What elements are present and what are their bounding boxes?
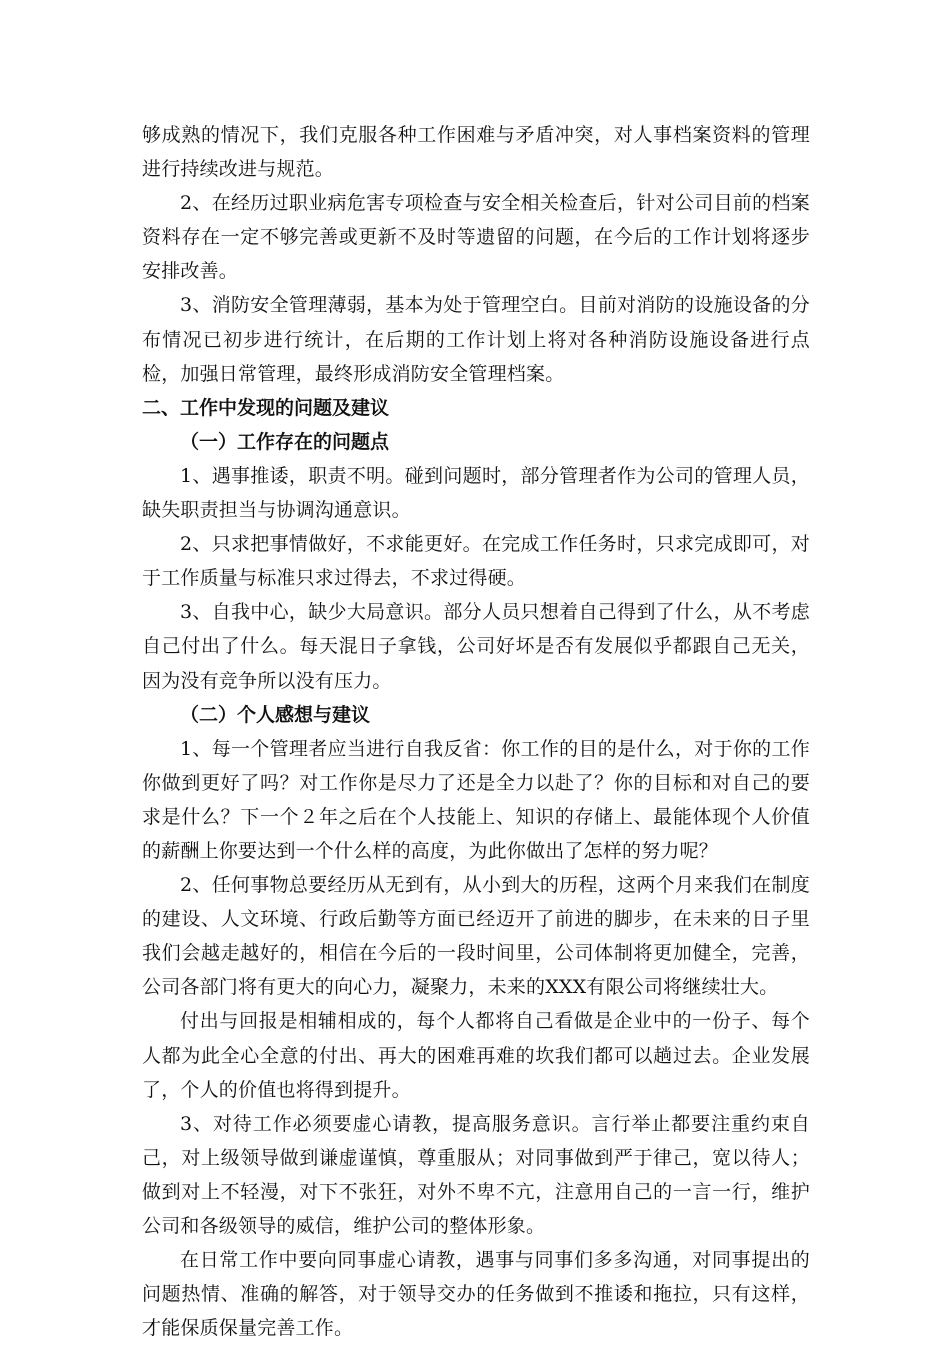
subsection-heading-problems: （一）工作存在的问题点	[180, 430, 390, 453]
document-body	[142, 118, 810, 1345]
paragraph-problem-2: 2、只求把事情做好，不求能更好。在完成工作任务时，只求完成即可，对于工作质量与标准只求过得去，不求过得硬。	[142, 533, 810, 590]
paragraph-suggestion-1: 1、每一个管理者应当进行自我反省：你工作的目的是什么，对于你的工作你做到更好了吗？对工作你是尽力了还是全力以赴了？你的目标和对自己的要求是什么？下一个２年之后在个人技能上、知识的存储上、最能体现个人价值的薪酬上你要达到一个什么样的高度，为此你做出了怎样的努力呢？	[142, 737, 810, 862]
paragraph-problem-1: 1、遇事推诿，职责不明。碰到问题时，部分管理者作为公司的管理人员，缺失职责担当与协调沟通意识。	[142, 464, 810, 522]
paragraph-item-3: 3、消防安全管理薄弱，基本为处于管理空白。目前对消防的设施设备的分布情况已初步进行统计，在后期的工作计划上将对各种消防设施设备进行点检，加强日常管理，最终形成消防安全管理档案。	[142, 294, 810, 385]
paragraph-suggestion-3-cont: 在日常工作中要向同事虚心请教，遇事与同事们多多沟通，对同事提出的问题热情、准确的解答，对于领导交办的任务做到不推诿和拖拉，只有这样，才能保质保量完善工作。	[142, 1249, 810, 1340]
paragraph-problem-3: 3、自我中心，缺少大局意识。部分人员只想着自己得到了什么，从不考虑自己付出了什么。每天混日子拿钱，公司好坏是否有发展似乎都跟自己无关，因为没有竞争所以没有压力。	[142, 601, 810, 692]
paragraph-suggestion-2: 2、任何事物总要经历从无到有，从小到大的历程，这两个月来我们在制度的建设、人文环境、行政后勤等方面已经迈开了前进的脚步，在未来的日子里我们会越走越好的，相信在今后的一段时间里，公司体制将更加健全，完善，公司各部门将有更大的向心力，凝聚力，未来的XXX有限公司将继续壮大。	[142, 874, 810, 999]
section-heading-2: 二、工作中发现的问题及建议	[142, 396, 390, 419]
paragraph-continuation: 够成熟的情况下，我们克服各种工作困难与矛盾冲突，对人事档案资料的管理进行持续改进与规范。	[142, 124, 810, 181]
paragraph-suggestion-2-cont: 付出与回报是相辅相成的，每个人都将自己看做是企业中的一份子、每个人都为此全心全意的付出、再大的困难再难的坎我们都可以趟过去。企业发展了，个人的价值也将得到提升。	[142, 1010, 810, 1101]
subsection-heading-suggestions: （二）个人感想与建议	[180, 703, 371, 726]
paragraph-item-2: 2、在经历过职业病危害专项检查与安全相关检查后，针对公司目前的档案资料存在一定不够完善或更新不及时等遗留的问题，在今后的工作计划将逐步安排改善。	[142, 192, 810, 283]
paragraph-suggestion-3: 3、对待工作必须要虚心请教，提高服务意识。言行举止都要注重约束自己，对上级领导做到谦虚谨慎，尊重服从；对同事做到严于律己，宽以待人；做到对上不轻漫，对下不张狂，对外不卑不亢，注意用自己的一言一行，维护公司和各级领导的威信，维护公司的整体形象。	[142, 1112, 810, 1237]
